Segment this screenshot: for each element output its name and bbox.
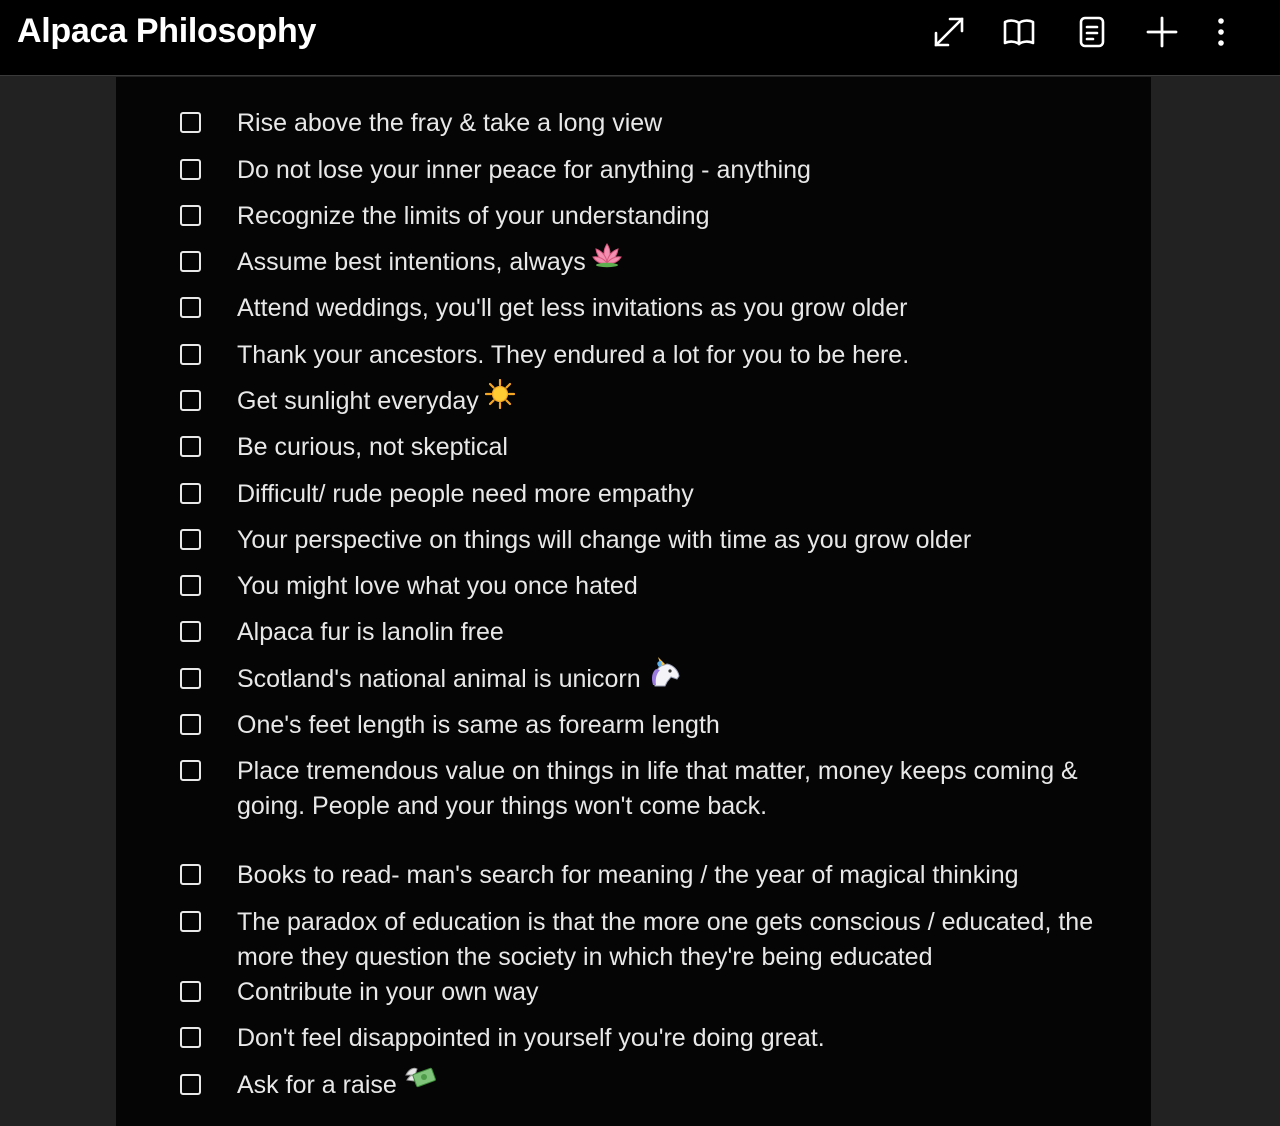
checkbox[interactable] — [180, 1074, 201, 1095]
checkbox[interactable] — [180, 760, 201, 781]
checklist-item-text[interactable] — [237, 662, 1097, 698]
checkbox[interactable] — [180, 714, 201, 735]
checklist-item-text[interactable] — [237, 430, 1097, 465]
checkbox[interactable] — [180, 575, 201, 596]
checklist-item-text[interactable] — [237, 106, 1097, 141]
item-label: Be curious, not skeptical — [237, 433, 508, 461]
checkbox[interactable] — [180, 864, 201, 885]
item-label: One's feet length is same as forearm length — [237, 711, 720, 739]
page-title: Alpaca Philosophy — [17, 12, 317, 50]
checkbox[interactable] — [180, 159, 201, 180]
checkbox[interactable] — [180, 1027, 201, 1048]
checkbox[interactable] — [180, 911, 201, 932]
checklist-item-text[interactable] — [237, 477, 1097, 512]
checklist-item-text[interactable] — [237, 975, 1097, 1010]
item-label: Attend weddings, you'll get less invitations as you grow older — [237, 294, 908, 322]
lotus-emoji-icon — [592, 242, 622, 278]
expand-icon — [932, 15, 966, 49]
checklist-item-text[interactable] — [237, 754, 1097, 824]
checklist-item-text[interactable] — [237, 1068, 1097, 1103]
item-label: Do not lose your inner peace for anything - anything — [237, 156, 811, 184]
checkbox[interactable] — [180, 668, 201, 689]
plus-icon — [1145, 15, 1179, 49]
checkbox[interactable] — [180, 981, 201, 1002]
item-label: Rise above the fray & take a long view — [237, 109, 663, 137]
expand-button[interactable] — [926, 12, 972, 52]
checkbox[interactable] — [180, 390, 201, 411]
item-label: Assume best intentions, always — [237, 248, 586, 276]
item-label: Alpaca fur is lanolin free — [237, 618, 504, 646]
item-label: The paradox of education is that the more one gets conscious / educated, the more they question the society in which they're being educated — [237, 908, 1094, 971]
checkbox[interactable] — [180, 436, 201, 457]
checkbox[interactable] — [180, 205, 201, 226]
checkbox[interactable] — [180, 483, 201, 504]
checklist-item-text[interactable] — [237, 1021, 1097, 1056]
checklist-item-text[interactable] — [237, 245, 1097, 280]
item-label: Place tremendous value on things in life that matter, money keeps coming & going. People and your things won't come back. — [237, 757, 1078, 820]
unicorn-emoji-icon — [647, 656, 681, 698]
checkbox[interactable] — [180, 344, 201, 365]
item-label: Ask for a raise — [237, 1071, 397, 1099]
checklist-item-text[interactable] — [237, 291, 1097, 326]
item-label: Thank your ancestors. They endured a lot for you to be here. — [237, 341, 910, 369]
checklist-item-text[interactable] — [237, 153, 1097, 188]
more-options-button[interactable] — [1198, 12, 1244, 52]
checkbox[interactable] — [180, 112, 201, 133]
checkbox[interactable] — [180, 621, 201, 642]
item-label: Contribute in your own way — [237, 978, 539, 1006]
note-view-button[interactable] — [1069, 12, 1115, 52]
item-label: Recognize the limits of your understanding — [237, 202, 710, 230]
add-button[interactable] — [1139, 12, 1185, 52]
reading-mode-button[interactable] — [996, 12, 1042, 52]
more-vertical-icon — [1216, 15, 1226, 49]
item-label: You might love what you once hated — [237, 572, 638, 600]
checklist-item-text[interactable] — [237, 858, 1097, 893]
item-label: Difficult/ rude people need more empathy — [237, 480, 694, 508]
checklist-item-text[interactable] — [237, 338, 1097, 373]
checklist-item-text[interactable] — [237, 199, 1097, 234]
checkbox[interactable] — [180, 251, 201, 272]
item-label: Get sunlight everyday — [237, 387, 479, 415]
checklist-item-text[interactable] — [237, 569, 1097, 604]
item-label: Your perspective on things will change with time as you grow older — [237, 526, 972, 554]
sun-emoji-icon — [485, 379, 515, 419]
item-label: Don't feel disappointed in yourself you're doing great. — [237, 1024, 825, 1052]
item-label: Books to read- man's search for meaning / the year of magical thinking — [237, 861, 1019, 889]
checklist-item-text[interactable] — [237, 523, 1097, 558]
checklist-item-text[interactable] — [237, 615, 1097, 650]
app-bar — [0, 0, 1280, 76]
note-page — [116, 77, 1151, 1126]
item-label: Scotland's national animal is unicorn — [237, 665, 641, 693]
checklist-item-text[interactable] — [237, 708, 1097, 743]
checkbox[interactable] — [180, 529, 201, 550]
checkbox[interactable] — [180, 297, 201, 318]
money-with-wings-emoji-icon — [403, 1063, 437, 1103]
checklist-item-text[interactable] — [237, 384, 1097, 419]
note-icon — [1077, 15, 1107, 49]
book-icon — [1002, 17, 1036, 47]
checklist-item-text[interactable] — [237, 905, 1097, 975]
